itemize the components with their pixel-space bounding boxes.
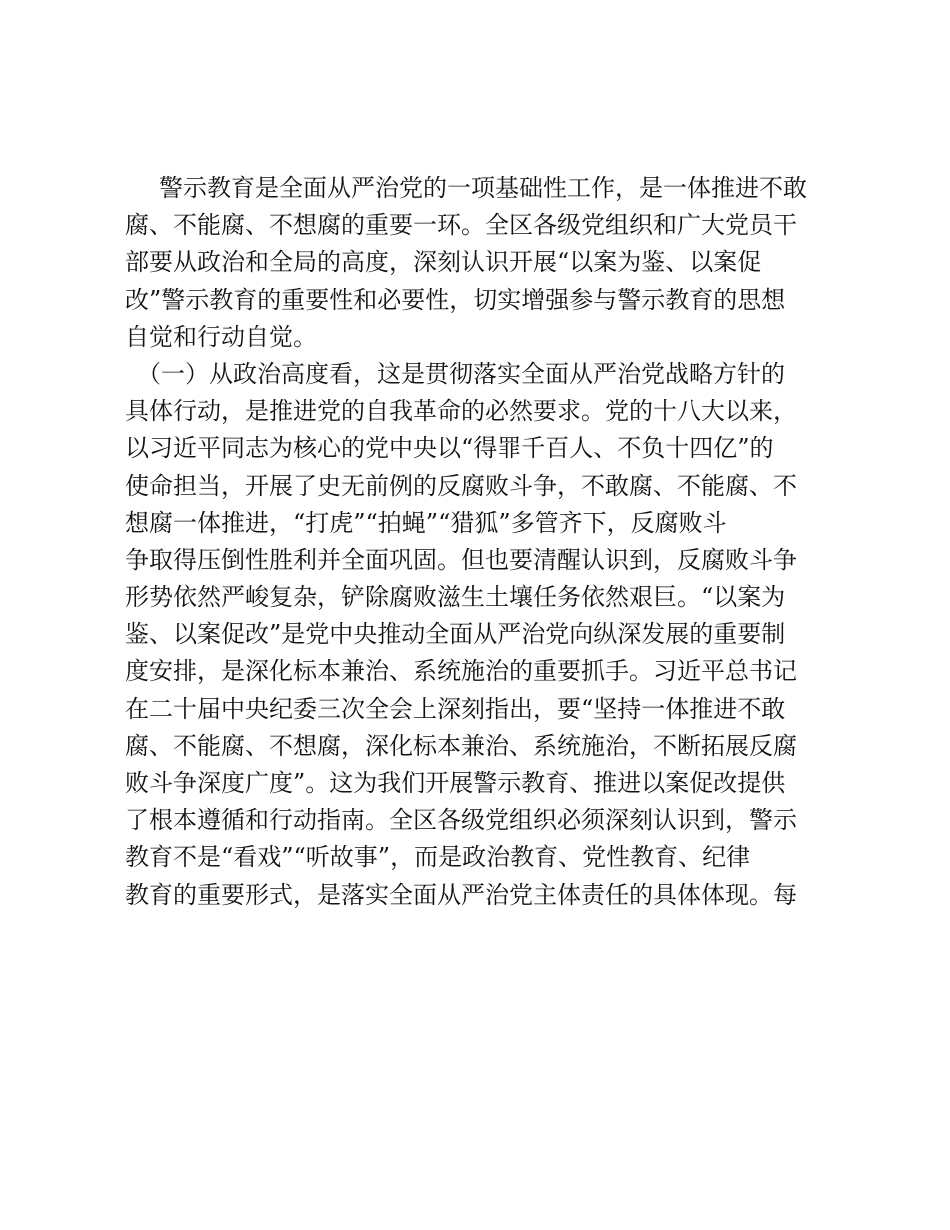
- text-line: 度安排，是深化标本兼治、系统施治的重要抓手。习近平总书记: [125, 657, 797, 686]
- text-line: 腐、不能腐、不想腐，深化标本兼治、系统施治，不断拓展反腐: [125, 731, 797, 760]
- text-line: 腐、不能腐、不想腐的重要一环。全区各级党组织和广大党员干: [125, 211, 797, 240]
- paragraph-section-1: [125, 356, 830, 914]
- text-line: 使命担当，开展了史无前例的反腐败斗争，不敢腐、不能腐、不: [125, 471, 797, 500]
- text-line: 鉴、以案促改”是党中央推动全面从严治党向纵深发展的重要制: [125, 620, 786, 649]
- text-line: 了根本遵循和行动指南。全区各级党组织必须深刻认识到，警示: [125, 806, 797, 835]
- text-line: 具体行动，是推进党的自我革命的必然要求。党的十八大以来，: [125, 397, 797, 426]
- text-line: 想腐一体推进，“打虎”“拍蝇”“猎狐”多管齐下，反腐败斗: [125, 508, 727, 537]
- text-line: 自觉和行动自觉。: [125, 322, 317, 351]
- section-heading-line: （一）从政治高度看，这是贯彻落实全面从严治党战略方针的: [137, 359, 785, 388]
- text-line: 在二十届中央纪委三次全会上深刻指出，要“坚持一体推进不敢: [125, 694, 786, 723]
- text-line: 教育不是“看戏”“听故事”，而是政治教育、党性教育、纪律: [125, 843, 751, 872]
- document-body: [125, 170, 830, 914]
- text-line: 争取得压倒性胜利并全面巩固。但也要清醒认识到，反腐败斗争: [125, 545, 797, 574]
- text-line: 以习近平同志为核心的党中央以“得罪千百人、不负十四亿”的: [125, 434, 774, 463]
- paragraph-intro: [125, 170, 830, 356]
- text-line: 教育的重要形式，是落实全面从严治党主体责任的具体体现。每: [125, 880, 797, 909]
- text-line: 部要从政治和全局的高度，深刻认识开展“以案为鉴、以案促: [125, 248, 762, 277]
- text-line: 败斗争深度广度”。这为我们开展警示教育、推进以案促改提供: [125, 769, 786, 797]
- text-line: 改”警示教育的重要性和必要性，切实增强参与警示教育的思想: [125, 285, 786, 314]
- text-line: 警示教育是全面从严治党的一项基础性工作，是一体推进不敢: [159, 174, 807, 202]
- text-line: 形势依然严峻复杂，铲除腐败滋生土壤任务依然艰巨。“以案为: [125, 583, 786, 612]
